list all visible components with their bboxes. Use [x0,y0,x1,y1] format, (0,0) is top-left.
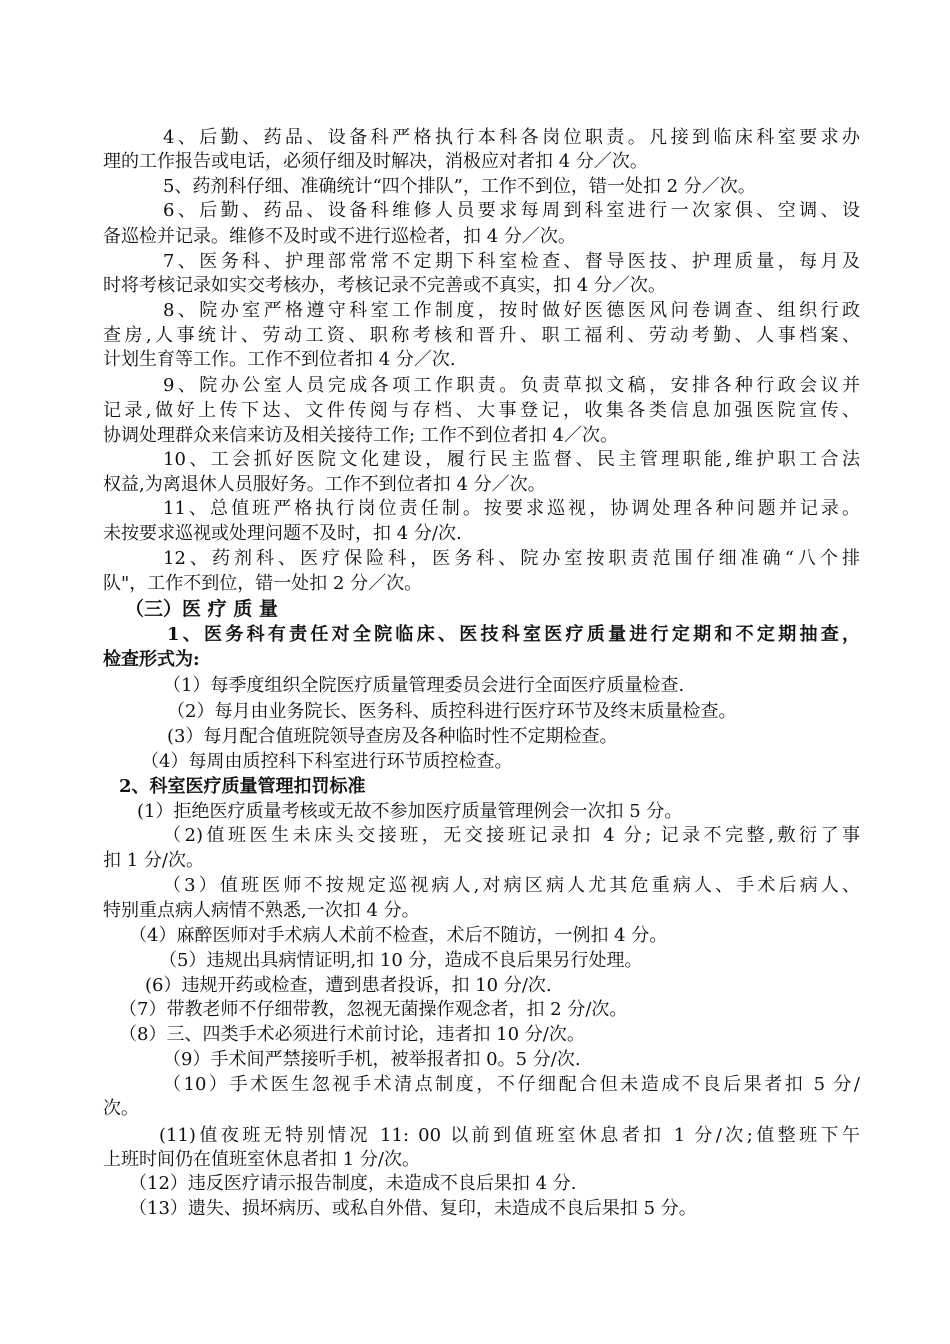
paragraph-8-line-3: 计划生育等工作。工作不到位者扣 4 分／次. [103,349,456,370]
paragraph-11-line-1: 11、总值班严格执行岗位责任制。按要求巡视，协调处理各种问题并记录。 [163,498,860,519]
paragraph-12-line-2: 队"，工作不到位，错一处扣 2 分／次。 [103,573,423,594]
paragraph-4-line-2: 理的工作报告或电话，必须仔细及时解决，消极应对者扣 4 分／次。 [103,151,648,172]
section-heading-medical-quality: （三）医 疗 质 量 [125,598,278,620]
item-2-heading: 2、科室医疗质量管理扣罚标准 [119,776,366,797]
penalty-1: (1）拒绝医疗质量考核或无故不参加医疗质量管理例会一次扣 5 分。 [137,801,683,822]
paragraph-6-line-1: 6、后勤、药品、设备科维修人员要求每周到科室进行一次家俱、空调、设 [163,200,860,221]
penalty-2-line-1: （2)值班医生未床头交接班，无交接班记录扣 4 分; 记录不完整,敷衍了事 [163,825,860,846]
check-form-2: （2）每月由业务院长、医务科、质控科进行医疗环节及终末质量检查。 [167,701,737,722]
paragraph-10-line-2: 权益,为离退休人员服好务。工作不到位者扣 4 分／次。 [103,474,546,495]
penalty-4: （4）麻醉医师对手术病人术前不检查，术后不随访，一例扣 4 分。 [129,925,668,946]
penalty-3-line-2: 特别重点病人病情不熟悉,一次扣 4 分。 [103,900,420,921]
paragraph-12-line-1: 12、药剂科、医疗保险科，医务科、院办室按职责范围仔细准确“八个排 [163,548,860,569]
paragraph-7-line-1: 7、医务科、护理部常常不定期下科室检查、督导医技、护理质量，每月及 [163,251,860,272]
penalty-12: （12）违反医疗请示报告制度，未造成不良后果扣 4 分. [129,1173,577,1194]
penalty-10-line-1: （10）手术医生忽视手术清点制度，不仔细配合但未造成不良后果者扣 5 分/ [163,1074,860,1095]
paragraph-9-line-2: 记录,做好上传下达、文件传阅与存档、大事登记，收集各类信息加强医院宣传、 [103,400,860,421]
paragraph-8-line-1: 8、院办室严格遵守科室工作制度，按时做好医德医风问卷调查、组织行政 [163,300,860,321]
check-form-1: （1）每季度组织全院医疗质量管理委员会进行全面医疗质量检查. [163,675,685,696]
check-form-4: （4）每周由质控科下科室进行环节质控检查。 [141,751,513,772]
item-1-heading-line-1: 1、医务科有责任对全院临床、医技科室医疗质量进行定期和不定期抽查， [167,624,860,645]
paragraph-10-line-1: 10、工会抓好医院文化建设，履行民主监督、民主管理职能,维护职工合法 [163,449,860,470]
penalty-2-line-2: 扣 1 分/次。 [103,850,204,871]
paragraph-6-line-2: 备巡检并记录。维修不及时或不进行巡检者，扣 4 分／次。 [103,226,576,247]
penalty-9: （9）手术间严禁接听手机，被举报者扣 0。5 分/次. [163,1049,581,1070]
penalty-3-line-1: （3）值班医师不按规定巡视病人,对病区病人尤其危重病人、手术后病人、 [163,875,860,896]
penalty-7: （7）带教老师不仔细带教，忽视无菌操作观念者，扣 2 分/次。 [119,999,628,1020]
paragraph-9-line-3: 协调处理群众来信来访及相关接待工作; 工作不到位者扣 4／次。 [103,425,618,446]
penalty-11-line-1: (11)值夜班无特别情况 11: 00 以前到值班室休息者扣 1 分/次;值整班下午 [159,1125,860,1146]
paragraph-9-line-1: 9、院办公室人员完成各项工作职责。负责草拟文稿，安排各种行政会议并 [163,375,860,396]
paragraph-7-line-2: 时将考核记录如实交考核办，考核记录不完善或不真实，扣 4 分／次。 [103,275,666,296]
penalty-10-line-2: 次。 [103,1098,139,1119]
penalty-8: （8）三、四类手术必须进行术前讨论，违者扣 10 分/次。 [119,1024,585,1045]
penalty-11-line-2: 上班时间仍在值班室休息者扣 1 分/次。 [103,1149,420,1170]
check-form-3: (3）每月配合值班院领导查房及各种临时性不定期检查。 [167,726,618,747]
paragraph-8-line-2: 查房,人事统计、劳动工资、职称考核和晋升、职工福利、劳动考勤、人事档案、 [103,325,860,346]
penalty-6: (6）违规开药或检查，遭到患者投诉，扣 10 分/次. [145,975,552,996]
paragraph-5: 5、药剂科仔细、准确统计“四个排队”，工作不到位，错一处扣 2 分／次。 [163,176,756,197]
penalty-13: （13）遗失、损坏病历、或私自外借、复印，未造成不良后果扣 5 分。 [129,1198,697,1219]
penalty-5: （5）违规出具病情证明,扣 10 分，造成不良后果另行处理。 [159,950,643,971]
paragraph-4-line-1: 4、后勤、药品、设备科严格执行本科各岗位职责。凡接到临床科室要求办 [163,127,860,148]
item-1-heading-line-2: 检查形式为: [103,649,200,670]
paragraph-11-line-2: 未按要求巡视或处理问题不及时，扣 4 分/次. [103,523,462,544]
